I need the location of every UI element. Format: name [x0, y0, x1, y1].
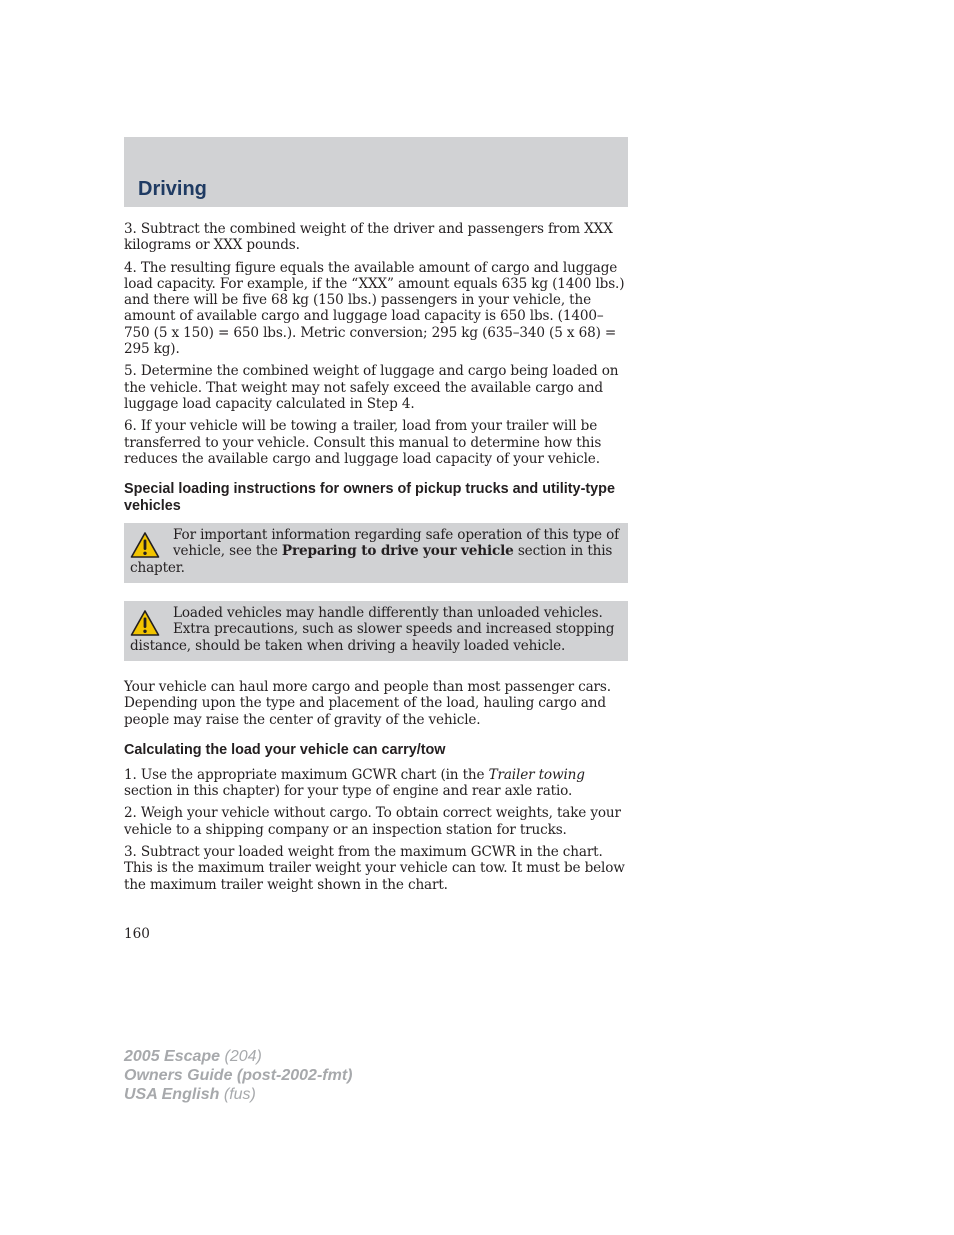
footer-language-code: (fus) [219, 1086, 256, 1103]
footer-model: 2005 Escape [124, 1048, 221, 1065]
step-3-paragraph: 3. Subtract the combined weight of the driver and passengers from XXX kilograms or XXX pounds. [124, 221, 613, 254]
warning-triangle-icon [130, 531, 160, 559]
pickup-trucks-heading: Special loading instructions for owners of pickup trucks and utility-type vehicles [124, 481, 615, 515]
footer-language: USA English [124, 1086, 220, 1103]
calc-step-1 [124, 767, 628, 800]
calc-step-1-text: 1. Use the appropriate maximum GCWR chart (in the [124, 766, 489, 783]
footer-line-guide: Owners Guide (post-2002-fmt) [124, 1067, 353, 1084]
trailer-towing-reference: Trailer towing [488, 766, 585, 783]
step-4-paragraph: 4. The resulting figure equals the available amount of cargo and luggage load capacity. For example, if the “XXX” amount equals 635 kg (1400 lbs.) and there will be five 68 kg (150 lbs.) passengers in your vehicle, the amount of available cargo and luggage load capacity is 650 lbs. (1400–750 (5 x 150) = 650 lbs.). Metric conversion; 295 kg (635–340 (5 x 68) = 295 kg). [124, 259, 625, 358]
footer-line-language [124, 1085, 352, 1104]
calc-step-3: 3. Subtract your loaded weight from the maximum GCWR in the chart. This is the maximum trailer weight your vehicle can tow. It must be below the maximum trailer weight shown in the chart. [124, 844, 625, 893]
warning-text-part: section in this chapter. [130, 543, 613, 576]
page-number: 160 [124, 926, 150, 942]
preparing-to-drive-reference: Preparing to drive your vehicle [281, 543, 514, 560]
warning-triangle-icon [130, 609, 160, 637]
warning-box-safe-operation [124, 523, 628, 583]
footer-model-code: (204) [220, 1048, 262, 1065]
warning-text [130, 527, 620, 576]
footer-line-model [124, 1047, 352, 1066]
haul-cargo-paragraph: Your vehicle can haul more cargo and people than most passenger cars. Depending upon the type and placement of the load, hauling cargo and people may raise the center of gravity of the vehicle. [124, 678, 611, 728]
document-footer [124, 1047, 352, 1104]
warning-box-loaded-vehicles [124, 601, 628, 661]
warning-text: Loaded vehicles may handle differently than unloaded vehicles. Extra precautions, such as slower speeds and increased stopping distance, should be taken when driving a heavily loaded vehicle. [130, 605, 615, 654]
calc-step-1-text: section in this chapter) for your type of engine and rear axle ratio. [124, 783, 573, 800]
calc-step-2: 2. Weigh your vehicle without cargo. To obtain correct weights, take your vehicle to a shipping company or an inspection station for trucks. [124, 805, 621, 838]
calculating-load-heading: Calculating the load your vehicle can carry/tow [124, 741, 446, 758]
page-body [124, 221, 628, 899]
section-header-band [124, 137, 628, 207]
step-5-paragraph: 5. Determine the combined weight of luggage and cargo being loaded on the vehicle. That weight may not safely exceed the available cargo and luggage load capacity calculated in Step 4. [124, 363, 619, 412]
step-6-paragraph: 6. If your vehicle will be towing a trailer, load from your trailer will be transferred to your vehicle. Consult this manual to determine how this reduces the available cargo and luggage load capacity of your vehicle. [124, 418, 602, 467]
section-title: Driving [138, 178, 207, 200]
warning-text-part: For important information regarding safe operation of this type of vehicle, see the [173, 527, 619, 560]
